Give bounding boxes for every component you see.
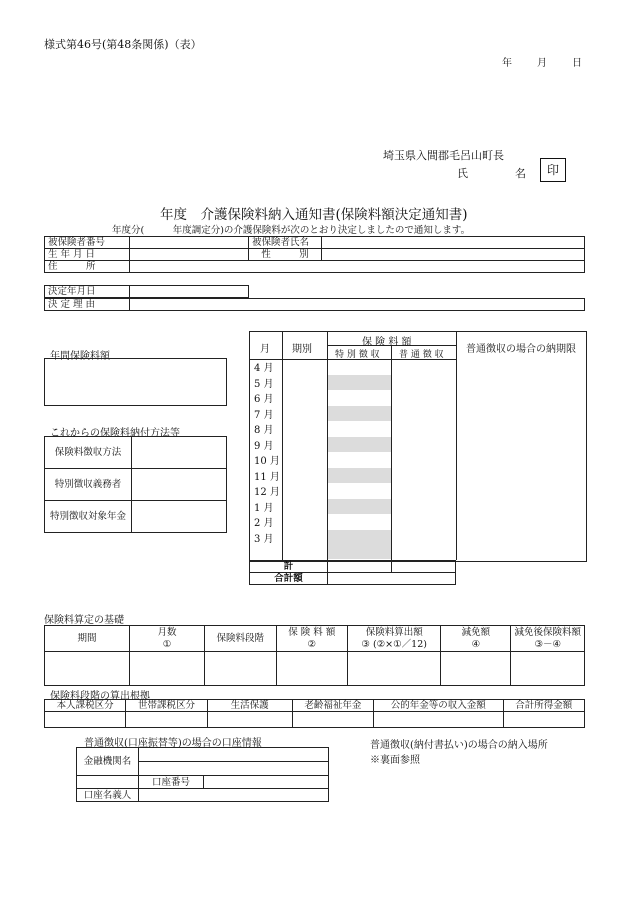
insured-no-value[interactable]: [130, 237, 249, 249]
special-shade: [328, 437, 391, 452]
holder-label: 口座名義人: [77, 789, 139, 802]
sex-value[interactable]: [322, 249, 585, 261]
schedule-divider: [282, 331, 283, 560]
birth-value[interactable]: [130, 249, 249, 261]
col-normal: 普 通 徴 収: [399, 350, 444, 360]
method-label: これからの保険料納付方法等: [50, 428, 180, 439]
decision-date-label: 決定年月日: [45, 286, 130, 298]
special-shade: [328, 530, 391, 559]
name-label2: 名: [515, 167, 526, 180]
grand-total-value[interactable]: [328, 573, 456, 585]
bank-table: [76, 747, 329, 802]
special-shade: [328, 406, 391, 421]
bank-inst-value2[interactable]: [139, 762, 329, 776]
holder-value[interactable]: [139, 789, 329, 802]
date-day: 日: [572, 58, 582, 69]
basis-h-final: 減免後保険料額: [514, 626, 581, 638]
decision-date-value[interactable]: [130, 286, 249, 298]
stage-cell[interactable]: [292, 712, 373, 728]
stage-cell[interactable]: [45, 712, 126, 728]
special-shade: [328, 499, 391, 514]
date-month: 月: [537, 58, 547, 69]
collection-method-value[interactable]: [132, 437, 227, 469]
stage-cell[interactable]: [503, 712, 584, 728]
schedule-divider: [456, 331, 457, 560]
seal-box: 印: [540, 158, 566, 182]
month-item: 5 月: [254, 378, 274, 390]
basis-cell[interactable]: [45, 652, 130, 686]
method-table: [44, 436, 227, 533]
basis-h-amount: 保 険 料 額: [288, 626, 336, 638]
special-obligor-value[interactable]: [132, 469, 227, 501]
col-month: 月: [260, 344, 270, 355]
annual-box[interactable]: [44, 358, 227, 406]
collection-method-label: 保険料徴収方法: [45, 437, 132, 469]
bank-inst-value[interactable]: [139, 748, 329, 762]
basis-cell[interactable]: [130, 652, 205, 686]
month-item: 7 月: [254, 409, 274, 421]
basis-table: [44, 625, 585, 686]
stage-col: 合計所得金額: [503, 700, 584, 712]
stage-col: 世帯課税区分: [126, 700, 207, 712]
basis-h-months: 月数: [157, 626, 177, 638]
sex-label: 性 別: [249, 249, 322, 261]
date-year: 年: [502, 58, 512, 69]
stage-cell[interactable]: [373, 712, 503, 728]
birth-label: 生 年 月 日: [45, 249, 130, 261]
decision-date-table: [44, 285, 249, 298]
page-title: 年度 介護保険料納入通知書(保険料額決定通知書): [160, 207, 468, 223]
schedule-total-table: [249, 560, 456, 585]
basis-cell[interactable]: [276, 652, 348, 686]
col-period: 期別: [292, 344, 312, 355]
stage-cell[interactable]: [207, 712, 292, 728]
place-label: 普通徴収(納付書払い)の場合の納入場所: [370, 740, 548, 751]
basis-h-calc: 保険料算出額: [365, 626, 423, 638]
pension-label: 特別徴収対象年金: [45, 501, 132, 533]
month-item: 4 月: [254, 363, 274, 374]
stage-col: 公的年金等の収入金額: [373, 700, 503, 712]
issuer-org: 埼玉県入間郡毛呂山町長: [383, 149, 504, 162]
month-item: 9 月: [254, 440, 274, 452]
acct-no-value[interactable]: [204, 776, 329, 789]
decision-reason-value[interactable]: [130, 299, 585, 311]
bank-inst-label: 金融機関名: [77, 748, 139, 776]
month-item: 10 月: [254, 456, 280, 467]
acct-no-label: 口座番号: [139, 776, 204, 789]
basis-h-calc-no: ③ (②×①／12): [361, 638, 427, 650]
basis-h-reduction-no: ④: [471, 638, 481, 650]
basis-h-amount-no: ②: [307, 638, 317, 650]
basis-cell[interactable]: [204, 652, 276, 686]
basis-h-months-no: ①: [162, 638, 172, 650]
bank-label: 普通徴収(口座振替等)の場合の口座情報: [84, 738, 262, 749]
special-shade: [328, 375, 391, 390]
month-item: 12 月: [254, 487, 280, 498]
basis-cell[interactable]: [348, 652, 441, 686]
person-table: [44, 236, 585, 273]
stage-label: 保険料段階の算出根拠: [50, 691, 150, 702]
month-item: 8 月: [254, 425, 274, 436]
stage-col: 本人課税区分: [45, 700, 126, 712]
address-label: 住 所: [45, 261, 130, 273]
month-item: 1 月: [254, 502, 274, 514]
insured-no-label: 被保険者番号: [45, 237, 130, 249]
subtitle: 年度分( 年度調定分)の介護保険料が次のとおり決定しましたので通知します。: [112, 225, 471, 236]
col-amount: 保 険 料 額: [362, 337, 412, 348]
special-shade: [328, 468, 391, 483]
schedule-frame: [249, 331, 587, 562]
pension-value[interactable]: [132, 501, 227, 533]
special-obligor-label: 特別徴収義務者: [45, 469, 132, 501]
col-special: 特 別 徴 収: [335, 350, 380, 360]
schedule-divider: [391, 345, 392, 560]
insured-name-label: 被保険者氏名: [249, 237, 322, 249]
month-item: 2 月: [254, 518, 274, 529]
col-deadline: 普通徴収の場合の納期限: [466, 344, 576, 355]
basis-h-final-no: ③－④: [534, 638, 562, 650]
decision-reason-table: [44, 298, 585, 311]
bank-blank: [77, 776, 139, 789]
total-normal[interactable]: [392, 561, 456, 573]
total-label: 計: [250, 561, 328, 573]
basis-h-reduction: 減免額: [461, 626, 491, 638]
basis-h-period: 期間: [45, 626, 130, 652]
address-value[interactable]: [130, 261, 585, 273]
stage-col: 生活保護: [207, 700, 292, 712]
basis-h-stage: 保険料段階: [204, 626, 276, 652]
annual-label: 年間保険料額: [50, 351, 110, 362]
month-item: 6 月: [254, 394, 274, 405]
stage-table: [44, 699, 585, 728]
stage-cell[interactable]: [126, 712, 207, 728]
place-note: ※裏面参照: [370, 755, 420, 766]
grand-total-label: 合計額: [250, 573, 328, 585]
form-code: 様式第46号(第48条関係)（表）: [44, 38, 202, 51]
basis-cell[interactable]: [441, 652, 511, 686]
basis-label: 保険料算定の基礎: [44, 615, 124, 626]
basis-cell[interactable]: [511, 652, 585, 686]
month-item: 3 月: [254, 533, 274, 545]
name-label: 氏: [457, 167, 468, 180]
month-item: 11 月: [254, 471, 280, 483]
month-list: [254, 361, 280, 547]
insured-name-value[interactable]: [322, 237, 585, 249]
stage-col: 老齢福祉年金: [292, 700, 373, 712]
decision-reason-label: 決 定 理 由: [45, 299, 130, 311]
total-special[interactable]: [328, 561, 392, 573]
